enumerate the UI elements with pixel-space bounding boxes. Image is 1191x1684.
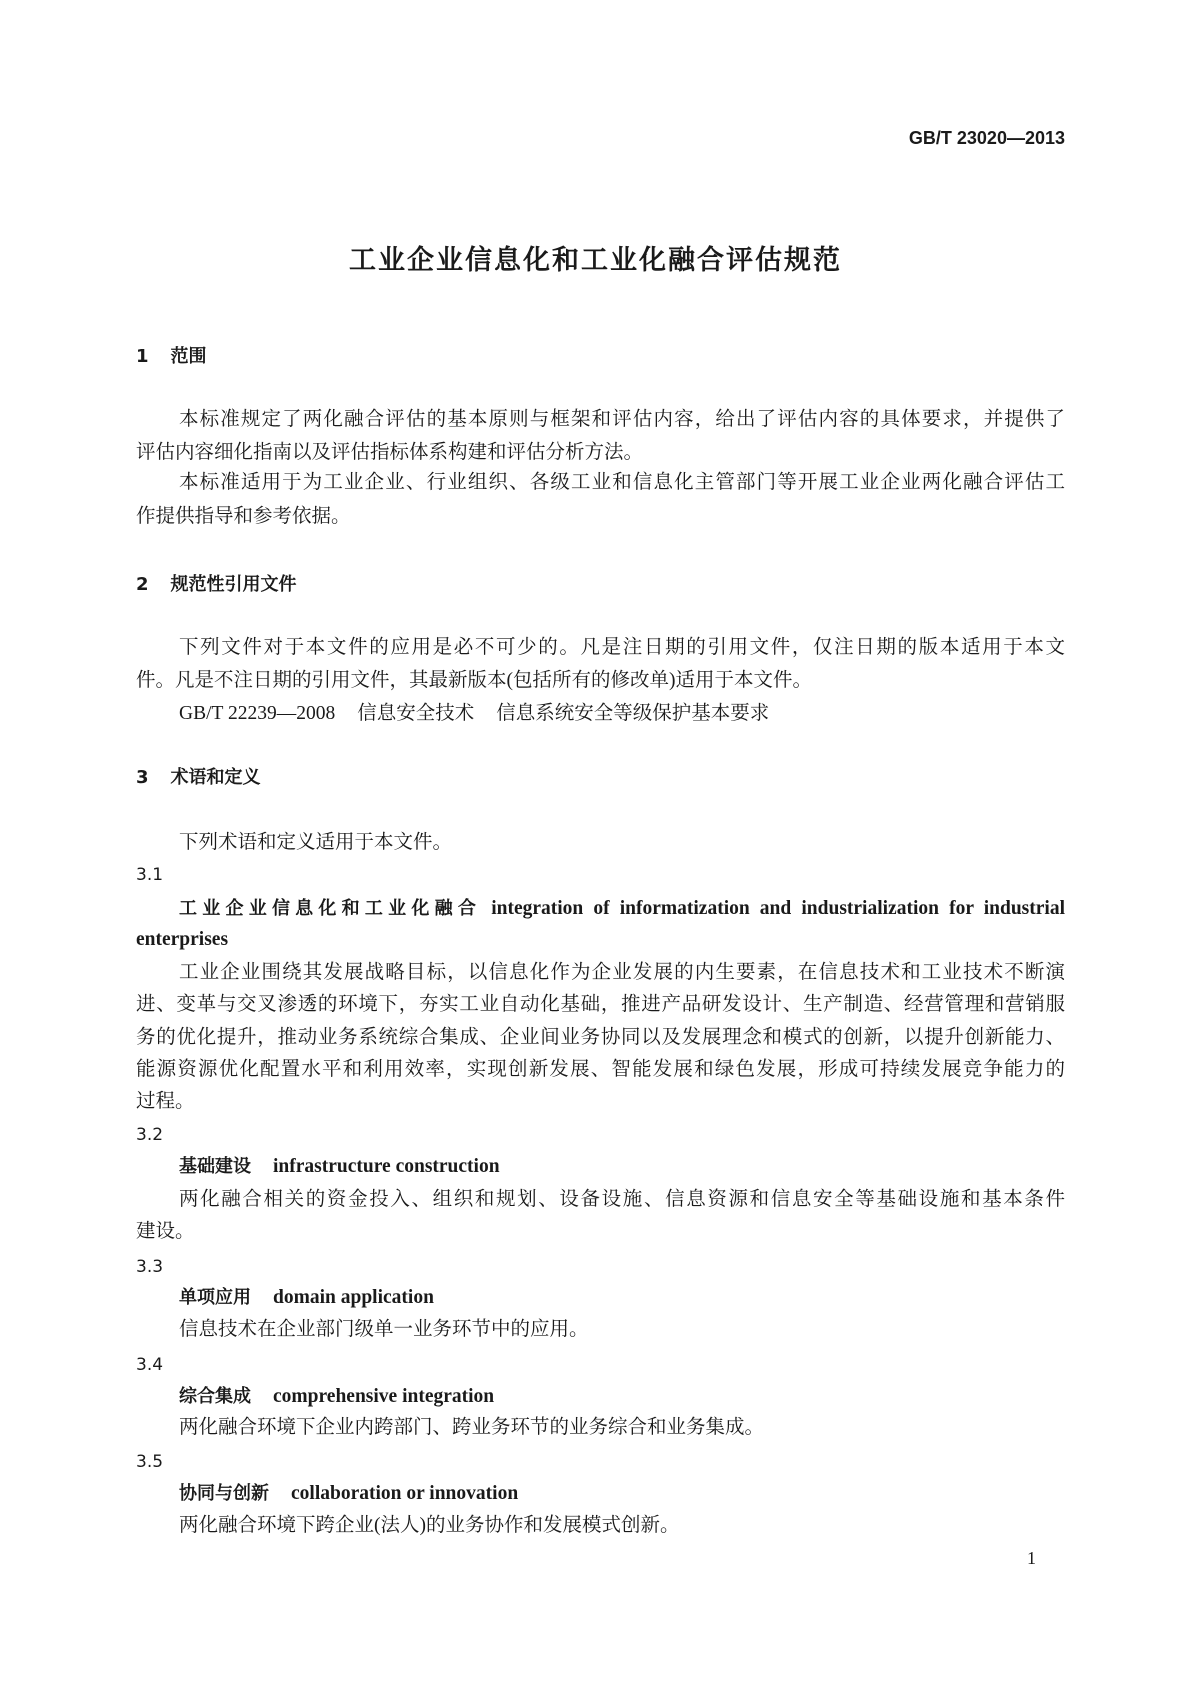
section-title: 术语和定义 <box>170 767 261 788</box>
section-2-heading <box>136 573 1065 597</box>
reference-subtitle: 信息系统安全等级保护基本要求 <box>496 703 770 724</box>
term-zh: 综合集成 <box>179 1386 251 1407</box>
term-number: 3.2 <box>136 1125 164 1145</box>
term-heading <box>179 1482 1065 1506</box>
definition-line: 两化融合环境下企业内跨部门、跨业务环节的业务综合和业务集成。 <box>179 1417 765 1438</box>
term-en: collaboration or innovation <box>291 1483 519 1504</box>
normative-reference <box>179 702 1065 726</box>
term-number: 3.1 <box>136 865 164 885</box>
term-en-continued: enterprises <box>136 929 229 950</box>
section-1-heading <box>136 345 1065 369</box>
definition-line: 务的优化提升，推动业务系统综合集成、企业间业务协同以及发展理念和模式的创新，以提升创新能力、 <box>136 1027 1065 1048</box>
term-zh: 基础建设 <box>179 1156 251 1177</box>
term-number: 3.3 <box>136 1257 164 1277</box>
definition-line: 建设。 <box>136 1221 195 1242</box>
section-number: 3 <box>136 767 149 788</box>
term-en: domain application <box>273 1287 434 1308</box>
term-en: integration of informatization and industrialization for industrial <box>491 898 1065 919</box>
paragraph-line: 下列文件对于本文件的应用是必不可少的。凡是注日期的引用文件，仅注日期的版本适用于本文 <box>179 637 1065 658</box>
paragraph-line: 本标准适用于为工业企业、行业组织、各级工业和信息化主管部门等开展工业企业两化融合评估工 <box>179 472 1065 493</box>
reference-code: GB/T 22239—2008 <box>179 703 336 724</box>
term-number: 3.4 <box>136 1355 164 1375</box>
term-en: infrastructure construction <box>273 1156 500 1177</box>
page-number: 1 <box>1027 1548 1036 1568</box>
reference-title: 信息安全技术 <box>357 703 475 724</box>
paragraph-line: 下列术语和定义适用于本文件。 <box>179 832 453 853</box>
document-title: 工业企业信息化和工业化融合评估规范 <box>349 245 842 276</box>
term-heading <box>179 1155 1065 1179</box>
paragraph-line: 评估内容细化指南以及评估指标体系构建和评估分析方法。 <box>136 442 644 463</box>
definition-line: 过程。 <box>136 1091 195 1112</box>
standard-number: GB/T 23020—2013 <box>908 128 1065 148</box>
section-number: 2 <box>136 574 149 595</box>
term-zh: 工业企业信息化和工业化融合 <box>179 898 482 919</box>
definition-line: 两化融合环境下跨企业(法人)的业务协作和发展模式创新。 <box>179 1515 680 1536</box>
section-3-heading <box>136 766 1065 790</box>
paragraph-line: 件。凡是不注日期的引用文件，其最新版本(包括所有的修改单)适用于本文件。 <box>136 670 812 691</box>
section-number: 1 <box>136 346 149 367</box>
definition-line: 两化融合相关的资金投入、组织和规划、设备设施、信息资源和信息安全等基础设施和基本条件 <box>179 1189 1065 1210</box>
definition-line: 工业企业围绕其发展战略目标，以信息化作为企业发展的内生要素，在信息技术和工业技术不断演 <box>179 962 1065 983</box>
term-en: comprehensive integration <box>273 1386 495 1407</box>
section-title: 规范性引用文件 <box>170 574 297 595</box>
paragraph-line: 作提供指导和参考依据。 <box>136 506 351 527</box>
term-heading <box>179 897 1065 921</box>
term-zh: 协同与创新 <box>179 1483 269 1504</box>
definition-line: 能源资源优化配置水平和利用效率，实现创新发展、智能发展和绿色发展，形成可持续发展竞争能力的 <box>136 1059 1065 1080</box>
definition-line: 信息技术在企业部门级单一业务环节中的应用。 <box>179 1319 589 1340</box>
paragraph-line: 本标准规定了两化融合评估的基本原则与框架和评估内容，给出了评估内容的具体要求，并提供了 <box>179 409 1065 430</box>
term-heading <box>179 1385 1065 1409</box>
term-heading <box>179 1286 1065 1310</box>
term-number: 3.5 <box>136 1452 164 1472</box>
section-title: 范围 <box>170 346 207 367</box>
definition-line: 进、变革与交叉渗透的环境下，夯实工业自动化基础，推进产品研发设计、生产制造、经营管理和营销服 <box>136 994 1065 1015</box>
term-zh: 单项应用 <box>179 1287 251 1308</box>
